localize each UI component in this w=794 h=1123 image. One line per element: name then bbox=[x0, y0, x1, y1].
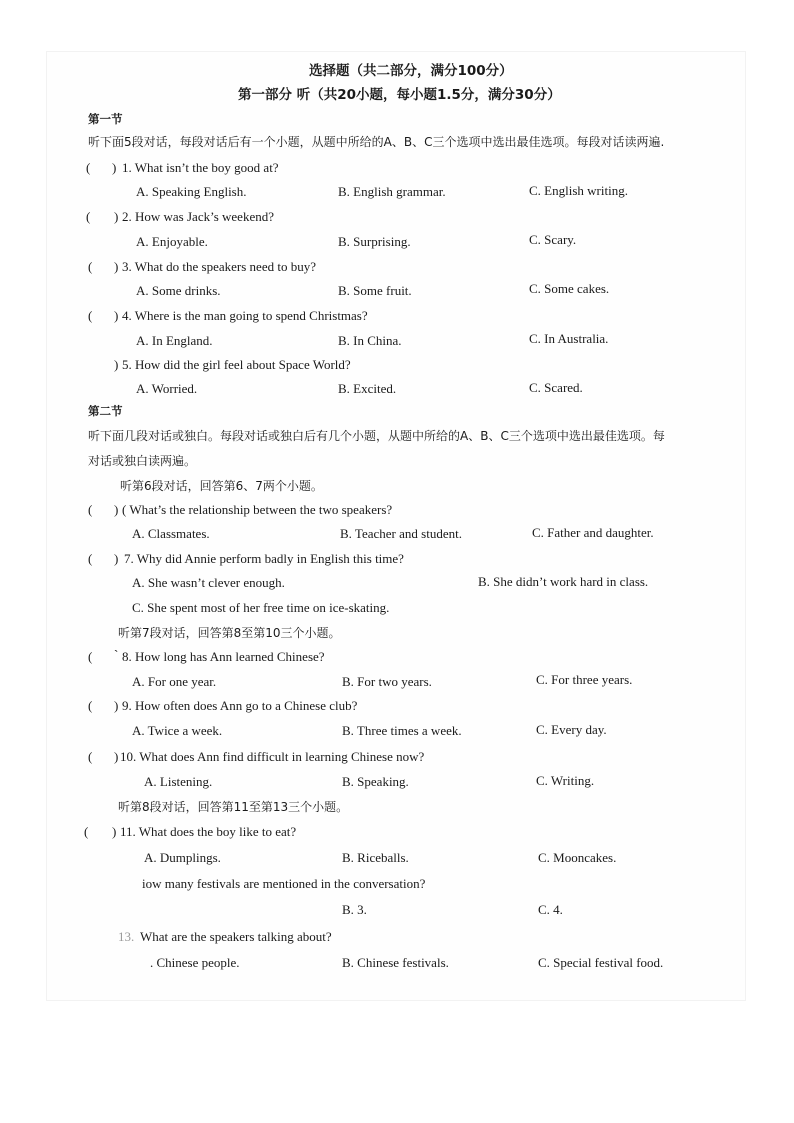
answer-paren-left: ( bbox=[88, 698, 93, 713]
question-13: What are the speakers talking about? bbox=[140, 929, 332, 944]
q5-option-a: A. Worried. bbox=[136, 381, 198, 396]
answer-paren-left: ( bbox=[86, 160, 91, 175]
answer-paren-left: ( bbox=[88, 502, 93, 517]
q10-option-b: B. Speaking. bbox=[342, 774, 409, 789]
q9-option-c: C. Every day. bbox=[536, 722, 607, 737]
q8-option-b: B. For two years. bbox=[342, 674, 432, 689]
exam-title: 选择题（共二部分，满分100分） bbox=[309, 63, 513, 79]
group-7-instruction: 听第7段对话，回答第8至第10三个小题。 bbox=[118, 626, 341, 640]
q10-option-a: A. Listening. bbox=[144, 774, 213, 789]
question-3: 3. What do the speakers need to buy? bbox=[122, 259, 316, 274]
q1-option-b: B. English grammar. bbox=[338, 184, 446, 199]
question-7: 7. Why did Annie perform badly in English this time? bbox=[124, 551, 404, 566]
q10-option-c: C. Writing. bbox=[536, 773, 595, 788]
answer-paren-right: ) bbox=[112, 160, 117, 175]
q1-option-a: A. Speaking English. bbox=[136, 184, 247, 199]
section-2-instruction-cont: 对话或独白读两遍。 bbox=[88, 454, 197, 468]
answer-paren-right: ) bbox=[114, 308, 119, 323]
answer-paren-right: ) bbox=[114, 502, 119, 517]
answer-paren-left: ( bbox=[88, 259, 93, 274]
answer-paren-left: ( bbox=[88, 649, 93, 664]
q7-option-a: A. She wasn’t clever enough. bbox=[132, 575, 285, 590]
q7-option-c: C. She spent most of her free time on ice-skating. bbox=[132, 600, 390, 615]
answer-paren-right: ) bbox=[112, 824, 117, 839]
q2-option-c: C. Scary. bbox=[529, 232, 577, 247]
question-9: 9. How often does Ann go to a Chinese club? bbox=[122, 698, 358, 713]
q6-option-b: B. Teacher and student. bbox=[340, 526, 462, 541]
q6-option-c: C. Father and daughter. bbox=[532, 525, 654, 540]
answer-paren-right: ) bbox=[114, 551, 119, 566]
answer-paren-left: ( bbox=[88, 551, 93, 566]
question-11: 11. What does the boy like to eat? bbox=[120, 824, 297, 839]
question-1: 1. What isn’t the boy good at? bbox=[122, 160, 279, 175]
question-6: ( What’s the relationship between the two speakers? bbox=[122, 502, 393, 517]
q6-option-a: A. Classmates. bbox=[132, 526, 210, 541]
answer-paren-right: ) bbox=[114, 749, 119, 764]
q9-option-b: B. Three times a week. bbox=[342, 723, 462, 738]
question-8: 8. How long has Ann learned Chinese? bbox=[122, 649, 325, 664]
q3-option-c: C. Some cakes. bbox=[529, 281, 610, 296]
q1-option-c: C. English writing. bbox=[529, 183, 628, 198]
group-6-instruction: 听第6段对话，回答第6、7两个小题。 bbox=[120, 479, 323, 493]
q11-option-b: B. Riceballs. bbox=[342, 850, 409, 865]
answer-paren-left: ( bbox=[86, 209, 91, 224]
answer-paren-left: ( bbox=[88, 749, 93, 764]
q11-option-a: A. Dumplings. bbox=[144, 850, 221, 865]
answer-paren-left: ( bbox=[88, 308, 93, 323]
q13-option-a: . Chinese people. bbox=[150, 955, 240, 970]
q5-option-b: B. Excited. bbox=[338, 381, 397, 396]
q8-option-c: C. For three years. bbox=[536, 672, 633, 687]
part-title: 第一部分 听（共20小题，每小题1.5分，满分30分） bbox=[238, 87, 561, 103]
q8-option-a: A. For one year. bbox=[132, 674, 217, 689]
answer-paren-left: ( bbox=[84, 824, 89, 839]
q4-option-a: A. In England. bbox=[136, 333, 213, 348]
question-5: 5. How did the girl feel about Space World? bbox=[122, 357, 351, 372]
q9-option-a: A. Twice a week. bbox=[132, 723, 223, 738]
q3-option-a: A. Some drinks. bbox=[136, 283, 221, 298]
question-4: 4. Where is the man going to spend Christmas? bbox=[122, 308, 368, 323]
answer-paren-right: ) bbox=[114, 698, 119, 713]
q11-option-c: C. Mooncakes. bbox=[538, 850, 617, 865]
q5-option-c: C. Scared. bbox=[529, 380, 583, 395]
section-2-heading: 第二节 bbox=[88, 404, 123, 418]
q2-option-a: A. Enjoyable. bbox=[136, 234, 208, 249]
q2-option-b: B. Surprising. bbox=[338, 234, 411, 249]
q12-option-c: C. 4. bbox=[538, 902, 563, 917]
answer-paren-right: ) bbox=[114, 259, 119, 274]
section-1-instruction: 听下面5段对话，每段对话后有一个小题，从题中所给的A、B、C三个选项中选出最佳选项。每段对话读两遍. bbox=[88, 135, 665, 149]
answer-paren-right: ` bbox=[114, 647, 119, 662]
q12-option-b: B. 3. bbox=[342, 902, 367, 917]
q7-option-b: B. She didn’t work hard in class. bbox=[478, 574, 649, 589]
question-12: iow many festivals are mentioned in the conversation? bbox=[142, 876, 426, 891]
q3-option-b: B. Some fruit. bbox=[338, 283, 412, 298]
q13-option-b: B. Chinese festivals. bbox=[342, 955, 449, 970]
answer-paren-right: ) bbox=[114, 357, 119, 372]
question-10: 10. What does Ann find difficult in learning Chinese now? bbox=[120, 749, 425, 764]
q4-option-b: B. In China. bbox=[338, 333, 402, 348]
q13-option-c: C. Special festival food. bbox=[538, 955, 664, 970]
group-8-instruction: 听第8段对话，回答第11至第13三个小题。 bbox=[118, 800, 349, 814]
answer-paren-right: ) bbox=[114, 209, 119, 224]
question-13-number: 13. bbox=[118, 929, 135, 944]
section-2-instruction: 听下面几段对话或独白。每段对话或独白后有几个小题，从题中所给的A、B、C三个选项中选出最佳选项。每 bbox=[88, 429, 665, 443]
section-1-heading: 第一节 bbox=[88, 112, 123, 126]
question-2: 2. How was Jack’s weekend? bbox=[122, 209, 274, 224]
q4-option-c: C. In Australia. bbox=[529, 331, 609, 346]
